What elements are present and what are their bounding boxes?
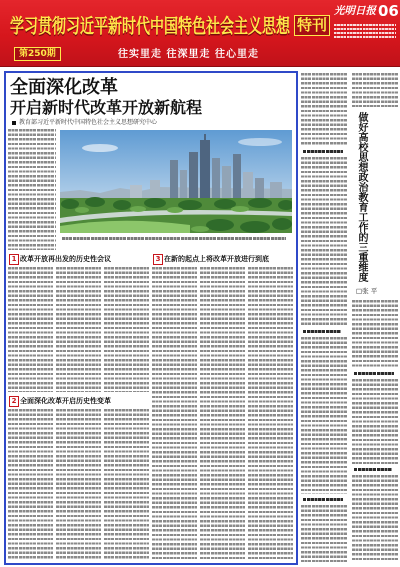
masthead-info-text (334, 24, 396, 40)
special-issue-title: 学习贯彻习近平新时代中国特色社会主义思想 (10, 15, 290, 38)
side-article-author: □张 平 (356, 287, 378, 295)
body-text (352, 379, 398, 464)
page-number: 06 (378, 2, 399, 20)
body-text (352, 475, 398, 562)
main-article-title-line1[interactable]: 全面深化改革 (10, 77, 118, 98)
banner-slogan: 往实里走 往深里走 往心里走 (118, 49, 259, 60)
subheading-text (303, 150, 343, 153)
body-text (301, 73, 348, 146)
special-issue-tag: 特刊 (294, 15, 330, 36)
section-heading: 全面深化改革开启历史性变革 (20, 397, 111, 405)
section-number-badge: 3 (153, 254, 163, 265)
subheading-text (354, 468, 392, 471)
main-article-region[interactable] (4, 71, 298, 565)
body-text (301, 157, 348, 326)
section-heading: 改革开放再出发的历史性会议 (20, 255, 111, 263)
newspaper-logo: 光明日报 (334, 5, 376, 17)
main-article-title-line2[interactable]: 开启新时代改革开放新航程 (10, 98, 203, 117)
section-number-badge: 2 (9, 396, 19, 407)
section-number-badge: 1 (9, 254, 19, 265)
section-heading: 在新的起点上将改革开放进行到底 (164, 255, 269, 263)
subheading-text (354, 372, 394, 375)
body-text (352, 73, 398, 107)
main-article-author: 教育部习近平新时代中国特色社会主义思想研究中心 (19, 119, 158, 126)
issue-number-badge: 第250期 (14, 47, 61, 61)
body-text (301, 505, 348, 562)
side-article-title[interactable]: 做好高校思想政治教育工作的三重维度 (356, 112, 367, 282)
subheading-text (303, 330, 341, 333)
banner-divider (0, 66, 400, 67)
body-text (301, 337, 348, 494)
subheading-text (303, 498, 343, 501)
body-text (352, 300, 398, 368)
